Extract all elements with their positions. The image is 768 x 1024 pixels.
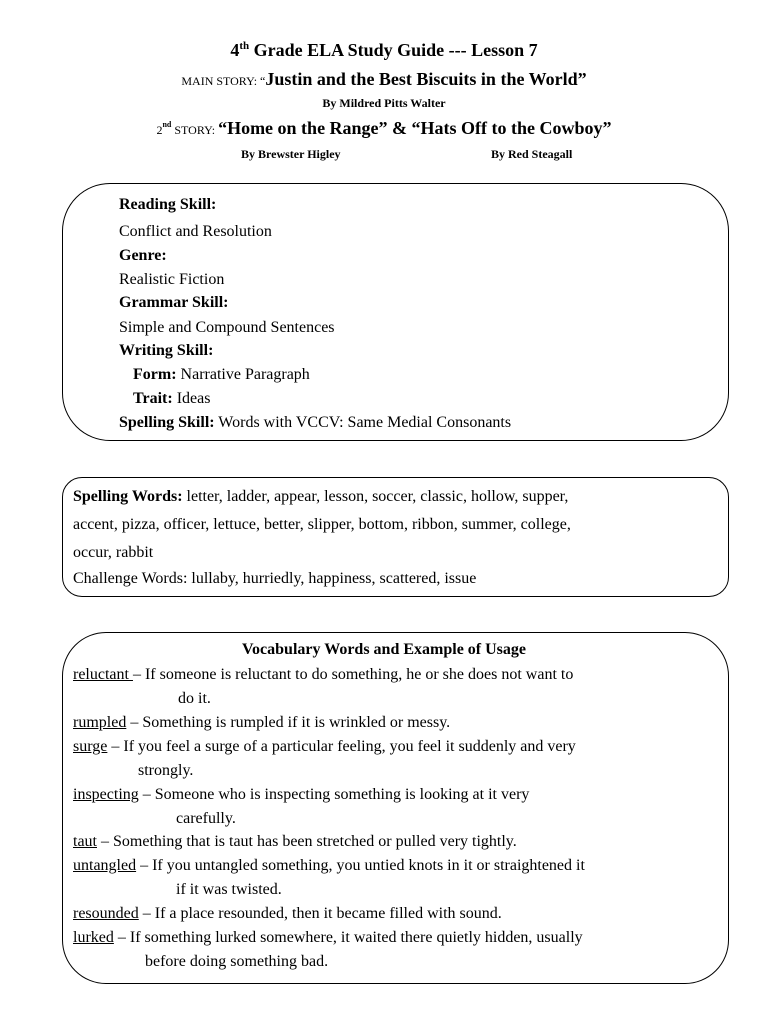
vocab-item <box>73 713 450 733</box>
vocab-item <box>73 737 576 757</box>
vocab-word: surge <box>73 738 108 755</box>
vocab-word: inspecting <box>73 786 139 803</box>
second-story-number: 2 <box>156 123 163 137</box>
form-value: Narrative Paragraph <box>176 366 310 383</box>
vocab-definition-cont: strongly. <box>138 762 194 779</box>
vocab-word: lurked <box>73 929 114 946</box>
vocab-definition: – Someone who is inspecting something is looking at it very <box>138 786 530 803</box>
vocab-definition: – Something is rumpled if it is wrinkled or messy. <box>126 714 451 731</box>
reading-skill-value: Conflict and Resolution <box>119 223 272 240</box>
vocab-definition: – If someone is reluctant to do something, he or she does not want to <box>132 666 574 683</box>
spelling-skill-label: Spelling Skill: <box>119 414 215 431</box>
vocab-item <box>73 832 517 852</box>
grammar-skill-value: Simple and Compound Sentences <box>119 319 335 336</box>
vocabulary-heading: Vocabulary Words and Example of Usage <box>241 641 527 658</box>
spelling-words-line-3: occur, rabbit <box>73 544 154 561</box>
second-story-line <box>0 118 768 139</box>
title-text: Grade ELA Study Guide --- Lesson 7 <box>249 40 538 60</box>
vocab-definition: – If a place resounded, then it became filled with sound. <box>138 905 502 922</box>
spelling-words-list-1: letter, ladder, appear, lesson, soccer, classic, hollow, supper, <box>182 488 569 505</box>
spelling-words-line-1 <box>73 487 568 507</box>
page-title <box>0 40 768 61</box>
vocab-definition: – If you untangled something, you untied knots in it or straightened it <box>136 857 585 874</box>
main-story-prefix: MAIN STORY: “ <box>181 74 266 88</box>
vocab-definition: – If you feel a surge of a particular feeling, you feel it suddenly and very <box>107 738 576 755</box>
vocab-item <box>73 785 529 805</box>
spelling-words-line-2: accent, pizza, officer, lettuce, better, slipper, bottom, ribbon, summer, college, <box>73 516 571 533</box>
grade-number: 4 <box>230 40 240 60</box>
spelling-words-label: Spelling Words: <box>73 488 183 505</box>
second-story-prefix: STORY: <box>171 123 219 137</box>
vocab-word: resounded <box>73 905 139 922</box>
vocab-definition: – If something lurked somewhere, it waited there quietly hidden, usually <box>113 929 583 946</box>
spelling-skill <box>119 413 511 433</box>
main-story-line <box>0 69 768 90</box>
trait-value: Ideas <box>172 390 211 407</box>
second-story-title: “Home on the Range” & “Hats Off to the Cowboy” <box>218 118 612 138</box>
vocab-definition-cont: carefully. <box>176 810 236 827</box>
trait-label: Trait: <box>133 390 173 407</box>
main-story-author: By Mildred Pitts Walter <box>322 96 446 110</box>
reading-skill-label: Reading Skill: <box>119 196 217 213</box>
genre-value: Realistic Fiction <box>119 271 225 288</box>
form-label: Form: <box>133 366 177 383</box>
genre-label: Genre: <box>119 247 167 264</box>
spelling-skill-value: Words with VCCV: Same Medial Consonants <box>214 414 512 431</box>
vocab-item <box>73 665 573 685</box>
vocab-word: rumpled <box>73 714 127 731</box>
writing-form <box>133 365 310 385</box>
grammar-skill-label: Grammar Skill: <box>119 294 229 311</box>
writing-skill-label: Writing Skill: <box>119 342 214 359</box>
vocab-item <box>73 904 502 924</box>
writing-trait <box>133 389 210 409</box>
challenge-words: Challenge Words: lullaby, hurriedly, happiness, scattered, issue <box>73 570 477 587</box>
grade-suffix: th <box>239 40 250 52</box>
vocab-definition-cont: before doing something bad. <box>145 953 329 970</box>
author-steagall: By Red Steagall <box>491 147 573 161</box>
vocab-item <box>73 928 583 948</box>
vocab-word: untangled <box>73 857 137 874</box>
second-story-suffix: nd <box>162 120 172 129</box>
vocab-definition: – Something that is taut has been stretched or pulled very tightly. <box>97 833 517 850</box>
vocab-word: reluctant <box>73 666 133 683</box>
vocab-definition-cont: do it. <box>178 690 211 707</box>
main-story-title: Justin and the Best Biscuits in the World” <box>265 69 587 89</box>
author-higley: By Brewster Higley <box>241 147 341 161</box>
vocab-word: taut <box>73 833 97 850</box>
vocab-item <box>73 856 585 876</box>
vocab-definition-cont: if it was twisted. <box>176 881 282 898</box>
